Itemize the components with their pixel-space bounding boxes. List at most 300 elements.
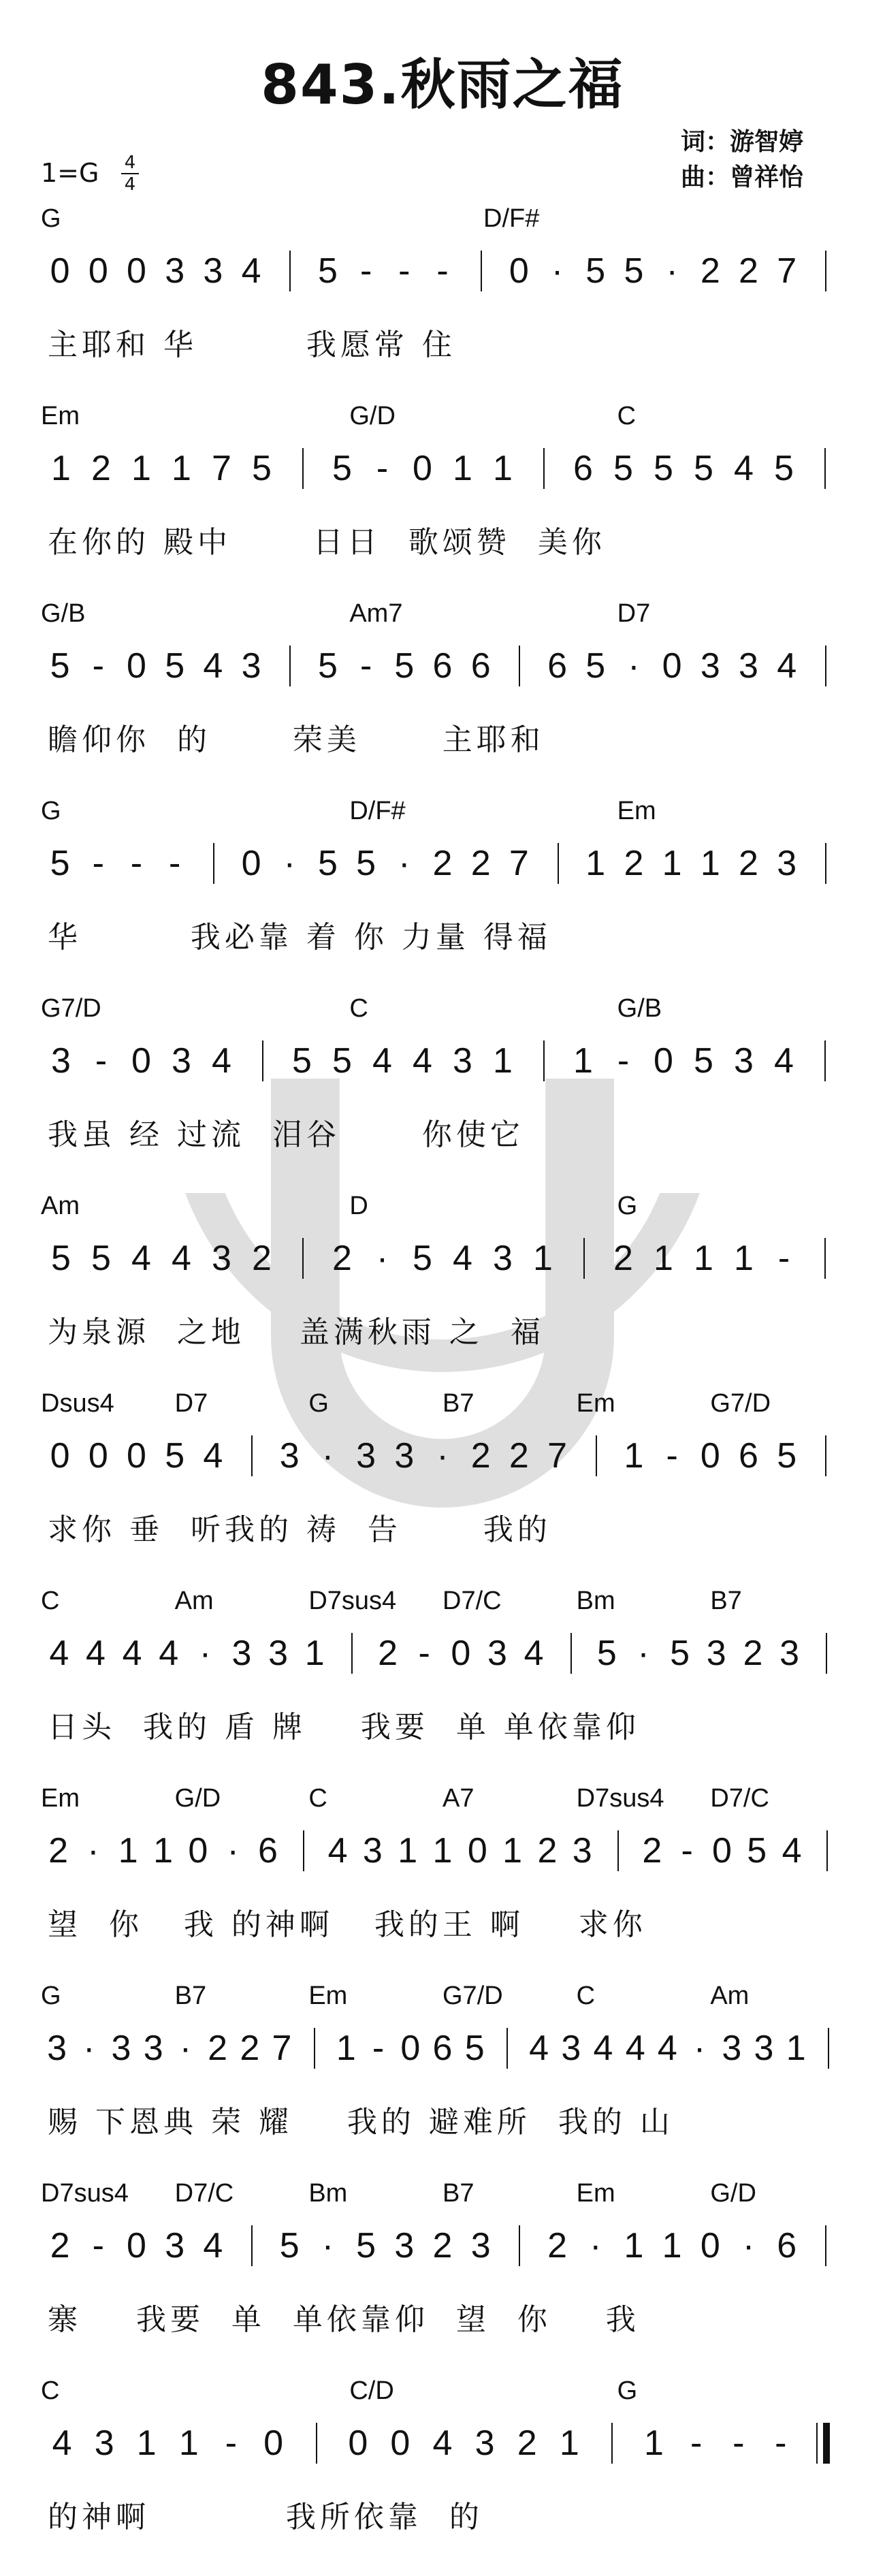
chord-symbol: G/D <box>174 1784 221 1813</box>
note: 3 <box>722 2029 742 2068</box>
note: 3 <box>203 251 223 291</box>
note: - <box>418 1634 430 1673</box>
note: - <box>775 2423 787 2463</box>
note: 1 <box>493 449 513 488</box>
note: 5 <box>50 646 70 686</box>
note: 1 <box>624 1436 644 1476</box>
barline <box>825 843 826 884</box>
chord-symbol: Am <box>710 1982 750 2010</box>
note: 2 <box>240 2029 260 2068</box>
note: 2 <box>613 1239 633 1278</box>
note: · <box>376 1239 389 1278</box>
note: · <box>321 1436 334 1476</box>
chord-symbol: Am7 <box>349 599 403 628</box>
note: 3 <box>777 844 797 883</box>
note: 3 <box>493 1239 513 1278</box>
note: 5 <box>777 1436 797 1476</box>
note: · <box>199 1634 212 1673</box>
chord-symbol: Am <box>41 1192 80 1220</box>
note: 1 <box>502 1831 523 1871</box>
barline <box>519 2225 520 2266</box>
note: 4 <box>52 2423 72 2463</box>
lyric-line: 华 我必靠 着 你 力量 得福 <box>48 920 551 955</box>
note: 5 <box>356 844 376 883</box>
chord-symbol: C <box>41 1587 60 1615</box>
note: - <box>666 1436 678 1476</box>
note: 1 <box>734 1239 754 1278</box>
note: 3 <box>47 2029 67 2068</box>
barline <box>351 1633 353 1674</box>
note: 0 <box>188 1831 208 1871</box>
chord-symbol: D7/C <box>442 1587 502 1615</box>
note: 5 <box>91 1239 111 1278</box>
chord-symbol: G/B <box>617 994 662 1023</box>
note: 1 <box>51 449 71 488</box>
note: 5 <box>317 844 338 883</box>
chord-symbol: C <box>349 994 368 1023</box>
note: 6 <box>470 646 491 686</box>
note: 2 <box>700 251 720 291</box>
barline <box>303 1830 304 1871</box>
note: · <box>321 2226 334 2265</box>
barline <box>824 448 826 489</box>
note: 1 <box>559 2423 579 2463</box>
barline <box>825 1435 826 1476</box>
note: 1 <box>336 2029 356 2068</box>
note: 0 <box>131 1041 151 1081</box>
note: · <box>87 1831 99 1871</box>
note: 1 <box>131 449 151 488</box>
barline <box>519 646 520 686</box>
note: 2 <box>509 1436 529 1476</box>
barline <box>213 843 214 884</box>
chord-symbol: C <box>576 1982 596 2010</box>
chord-symbol: D/F# <box>483 204 540 233</box>
barline <box>316 2423 317 2464</box>
note: 3 <box>706 1634 726 1673</box>
chord-symbol: G <box>617 1192 638 1220</box>
note: 1 <box>573 1041 593 1081</box>
note: 3 <box>572 1831 592 1871</box>
lyric-line: 望 你 我 的神啊 我的王 啊 求你 <box>48 1907 647 1942</box>
chord-symbol: C <box>308 1784 327 1813</box>
lyric-line: 我虽 经 过流 泪谷 你使它 <box>48 1117 524 1152</box>
barline <box>506 2028 508 2069</box>
chord-symbol: Em <box>41 402 80 430</box>
note: 1 <box>172 449 191 488</box>
lyricist-credit: 词：游智婷 <box>681 128 804 156</box>
note: 6 <box>777 2226 797 2265</box>
lyric-line: 赐 下恩典 荣 耀 我的 避难所 我的 山 <box>48 2105 674 2140</box>
barline <box>302 1238 304 1279</box>
chord-symbol: Em <box>617 797 656 825</box>
note: · <box>628 646 640 686</box>
note: 0 <box>263 2423 284 2463</box>
note: 1 <box>700 844 720 883</box>
note: · <box>283 844 295 883</box>
chord-symbol: B7 <box>710 1587 742 1615</box>
note: 1 <box>304 1634 325 1673</box>
note: 1 <box>493 1041 513 1081</box>
note: 2 <box>743 1634 763 1673</box>
note: 1 <box>624 2226 644 2265</box>
note: 3 <box>700 646 720 686</box>
chord-symbol: D7/C <box>710 1784 769 1813</box>
barline <box>570 1633 572 1674</box>
note: · <box>551 251 564 291</box>
note: 1 <box>585 844 606 883</box>
note: 5 <box>747 1831 767 1871</box>
chord-symbol: D7/C <box>174 2179 234 2208</box>
note: 5 <box>413 1239 432 1278</box>
barline <box>825 646 826 686</box>
lyric-line: 日头 我的 盾 牌 我要 单 单依靠仰 <box>48 1710 640 1745</box>
chord-symbol: D7 <box>174 1389 208 1418</box>
note: 0 <box>127 2226 146 2265</box>
note: 6 <box>739 1436 758 1476</box>
meter-bottom: 4 <box>124 174 136 195</box>
chord-symbol: A7 <box>442 1784 474 1813</box>
note: 2 <box>378 1634 398 1673</box>
chord-symbol: G <box>41 797 61 825</box>
note: 0 <box>127 646 146 686</box>
barline <box>302 448 304 489</box>
note: 5 <box>694 1041 713 1081</box>
note: 4 <box>529 2029 549 2068</box>
barline <box>828 2028 829 2069</box>
note: 2 <box>252 1239 272 1278</box>
note: 4 <box>241 251 261 291</box>
note: 2 <box>208 2029 228 2068</box>
note: 3 <box>279 1436 300 1476</box>
note-line <box>41 1042 844 1083</box>
note: 1 <box>398 1831 418 1871</box>
note: 0 <box>348 2423 368 2463</box>
note: 0 <box>700 2226 720 2265</box>
note: 0 <box>50 251 70 291</box>
barline <box>481 251 482 291</box>
chord-symbol: G7/D <box>442 1982 503 2010</box>
note: 3 <box>739 646 758 686</box>
note: 5 <box>279 2226 300 2265</box>
lyric-line: 的神啊 我所依靠 的 <box>48 2500 483 2534</box>
chord-symbol: G <box>308 1389 329 1418</box>
chord-symbol: G/B <box>41 599 86 628</box>
note: 4 <box>524 1634 544 1673</box>
note: · <box>436 1436 449 1476</box>
note: 4 <box>657 2029 677 2068</box>
note: 2 <box>547 2226 568 2265</box>
note: 4 <box>593 2029 613 2068</box>
note: 6 <box>258 1831 278 1871</box>
note: 3 <box>394 1436 415 1476</box>
note: 1 <box>533 1239 553 1278</box>
note: 4 <box>131 1239 151 1278</box>
chord-symbol: D <box>349 1192 368 1220</box>
chord-symbol: G/D <box>710 2179 756 2208</box>
note: 3 <box>241 646 261 686</box>
note: 1 <box>654 1239 673 1278</box>
note: 6 <box>547 646 568 686</box>
note: 0 <box>390 2423 411 2463</box>
chord-symbol: B7 <box>442 2179 474 2208</box>
note: 7 <box>212 449 231 488</box>
note: - <box>225 2423 238 2463</box>
note: · <box>398 844 411 883</box>
note: 3 <box>356 1436 376 1476</box>
note: 4 <box>122 1634 142 1673</box>
note: 5 <box>613 449 633 488</box>
chord-symbol: Em <box>308 1982 348 2010</box>
meter-top: 4 <box>124 153 136 173</box>
note: 3 <box>212 1239 231 1278</box>
barline <box>824 1238 826 1279</box>
composer-credit: 曲：曾祥怡 <box>681 163 804 191</box>
chord-symbol: G <box>617 2376 638 2405</box>
chord-symbol: Em <box>576 2179 615 2208</box>
note: · <box>693 2029 706 2068</box>
note: 0 <box>654 1041 673 1081</box>
note: 5 <box>394 646 415 686</box>
note: 4 <box>774 1041 794 1081</box>
chord-symbol: G7/D <box>710 1389 771 1418</box>
note: 3 <box>165 251 185 291</box>
note: 5 <box>654 449 673 488</box>
note: 5 <box>694 449 713 488</box>
barline <box>251 2225 253 2266</box>
note: 5 <box>332 1041 352 1081</box>
note: 1 <box>178 2423 199 2463</box>
note: 2 <box>50 2226 70 2265</box>
chord-symbol: B7 <box>174 1982 207 2010</box>
chord-symbol: Bm <box>576 1587 615 1615</box>
note: 4 <box>625 2029 645 2068</box>
note: 5 <box>317 646 338 686</box>
note: 0 <box>509 251 529 291</box>
note: 4 <box>372 1041 392 1081</box>
note: 5 <box>356 2226 376 2265</box>
barline <box>617 1830 619 1871</box>
note: 4 <box>85 1634 106 1673</box>
note: 1 <box>136 2423 157 2463</box>
note: 4 <box>777 646 797 686</box>
barline <box>825 251 826 291</box>
note: 3 <box>754 2029 774 2068</box>
note: · <box>637 1634 649 1673</box>
barline <box>289 646 291 686</box>
note: 4 <box>172 1239 191 1278</box>
time-signature <box>121 154 139 193</box>
lyric-line: 主耶和 华 我愿常 住 <box>48 328 456 362</box>
chord-symbol: Em <box>41 1784 80 1813</box>
chord-symbol: C <box>617 402 637 430</box>
barline <box>824 1040 826 1081</box>
note: 3 <box>172 1041 191 1081</box>
note: · <box>590 2226 602 2265</box>
note: · <box>666 251 678 291</box>
note-line <box>41 449 844 490</box>
note-line <box>41 1239 844 1280</box>
note: 2 <box>91 449 111 488</box>
note: 2 <box>432 2226 453 2265</box>
note: · <box>227 1831 239 1871</box>
final-barline <box>823 2423 830 2464</box>
chord-symbol: Am <box>174 1587 214 1615</box>
note: 2 <box>470 1436 491 1476</box>
note: 1 <box>662 2226 682 2265</box>
note: 2 <box>48 1831 69 1871</box>
note: 5 <box>670 1634 690 1673</box>
note: - <box>130 844 143 883</box>
note: - <box>168 844 181 883</box>
chord-symbol: G7/D <box>41 994 101 1023</box>
note: 1 <box>153 1831 174 1871</box>
note: 1 <box>118 1831 138 1871</box>
barline <box>289 251 291 291</box>
note: - <box>777 1239 790 1278</box>
note: 5 <box>317 251 338 291</box>
note: 3 <box>734 1041 754 1081</box>
note: 4 <box>734 449 754 488</box>
note: - <box>95 1041 108 1081</box>
song-title: 843.秋雨之福 <box>261 53 624 116</box>
note: 5 <box>774 449 794 488</box>
note: 2 <box>739 844 758 883</box>
note: 2 <box>517 2423 537 2463</box>
note: · <box>742 2226 755 2265</box>
chord-symbol: D7sus4 <box>576 1784 664 1813</box>
note: 3 <box>143 2029 163 2068</box>
note: 1 <box>453 449 472 488</box>
note: 0 <box>700 1436 720 1476</box>
note: 5 <box>585 251 606 291</box>
chord-symbol: D7 <box>617 599 651 628</box>
note: 0 <box>451 1634 471 1673</box>
note: - <box>681 1831 693 1871</box>
note: 7 <box>547 1436 568 1476</box>
note: - <box>372 2029 385 2068</box>
note: 2 <box>470 844 491 883</box>
note: - <box>92 646 104 686</box>
note: - <box>436 251 449 291</box>
note: 2 <box>332 1239 352 1278</box>
barline <box>262 1040 263 1081</box>
note: 5 <box>292 1041 312 1081</box>
note: 1 <box>644 2423 664 2463</box>
note: 4 <box>159 1634 179 1673</box>
note: 0 <box>127 251 146 291</box>
note: 0 <box>662 646 682 686</box>
chord-symbol: G <box>41 1982 61 2010</box>
note: 0 <box>88 1436 108 1476</box>
note: 3 <box>487 1634 507 1673</box>
chord-symbol: D/F# <box>349 797 406 825</box>
lyric-line: 在你的 殿中 日日 歌颂赞 美你 <box>48 525 606 560</box>
note: 3 <box>453 1041 472 1081</box>
note: 5 <box>50 844 70 883</box>
chord-symbol: Bm <box>308 2179 348 2208</box>
note: 2 <box>432 844 453 883</box>
note: 0 <box>127 1436 146 1476</box>
note: - <box>690 2423 703 2463</box>
note: 3 <box>268 1634 289 1673</box>
note: 0 <box>400 2029 421 2068</box>
note: - <box>92 844 104 883</box>
barline <box>826 1633 827 1674</box>
note: - <box>398 251 411 291</box>
barline <box>314 2028 315 2069</box>
note: 4 <box>453 1239 472 1278</box>
note: 3 <box>165 2226 185 2265</box>
lyric-line: 寨 我要 单 单依靠仰 望 你 我 <box>48 2302 640 2337</box>
note: 4 <box>203 2226 223 2265</box>
barline <box>251 1435 253 1476</box>
note: 1 <box>662 844 682 883</box>
note: 5 <box>252 449 272 488</box>
note: 3 <box>470 2226 491 2265</box>
note: 5 <box>165 1436 185 1476</box>
note: · <box>83 2029 95 2068</box>
lyric-line: 求你 垂 听我的 祷 告 我的 <box>48 1512 551 1547</box>
note: 1 <box>694 1239 713 1278</box>
note: 3 <box>561 2029 581 2068</box>
note: 3 <box>51 1041 71 1081</box>
note: 5 <box>165 646 185 686</box>
barline <box>583 1238 585 1279</box>
note: · <box>179 2029 192 2068</box>
chord-symbol: C <box>41 2376 60 2405</box>
note: 0 <box>711 1831 732 1871</box>
note: 2 <box>739 251 758 291</box>
note: 4 <box>49 1634 69 1673</box>
note: 0 <box>88 251 108 291</box>
note: 2 <box>624 844 644 883</box>
lyric-line: 瞻仰你 的 荣美 主耶和 <box>48 722 545 757</box>
note: 3 <box>779 1634 799 1673</box>
note: 3 <box>94 2423 114 2463</box>
chord-symbol: Em <box>576 1389 615 1418</box>
barline <box>816 2423 818 2464</box>
barline <box>825 2225 826 2266</box>
note: 2 <box>642 1831 662 1871</box>
barline <box>826 1830 828 1871</box>
note: 6 <box>573 449 593 488</box>
note: - <box>92 2226 104 2265</box>
note: 4 <box>203 646 223 686</box>
note: 6 <box>432 646 453 686</box>
note: 4 <box>212 1041 231 1081</box>
note: 5 <box>464 2029 485 2068</box>
note: - <box>359 646 372 686</box>
note: 4 <box>432 2423 453 2463</box>
note: 0 <box>467 1831 487 1871</box>
note: 5 <box>596 1634 617 1673</box>
note: 7 <box>777 251 797 291</box>
note: 3 <box>394 2226 415 2265</box>
note: 0 <box>241 844 261 883</box>
note: - <box>376 449 389 488</box>
note: 6 <box>432 2029 453 2068</box>
note: 5 <box>585 646 606 686</box>
note: 0 <box>413 449 432 488</box>
note: 3 <box>362 1831 383 1871</box>
note: 3 <box>474 2423 495 2463</box>
note: 4 <box>782 1831 802 1871</box>
note: 7 <box>272 2029 292 2068</box>
note: - <box>617 1041 630 1081</box>
barline <box>611 2423 613 2464</box>
note: - <box>733 2423 745 2463</box>
